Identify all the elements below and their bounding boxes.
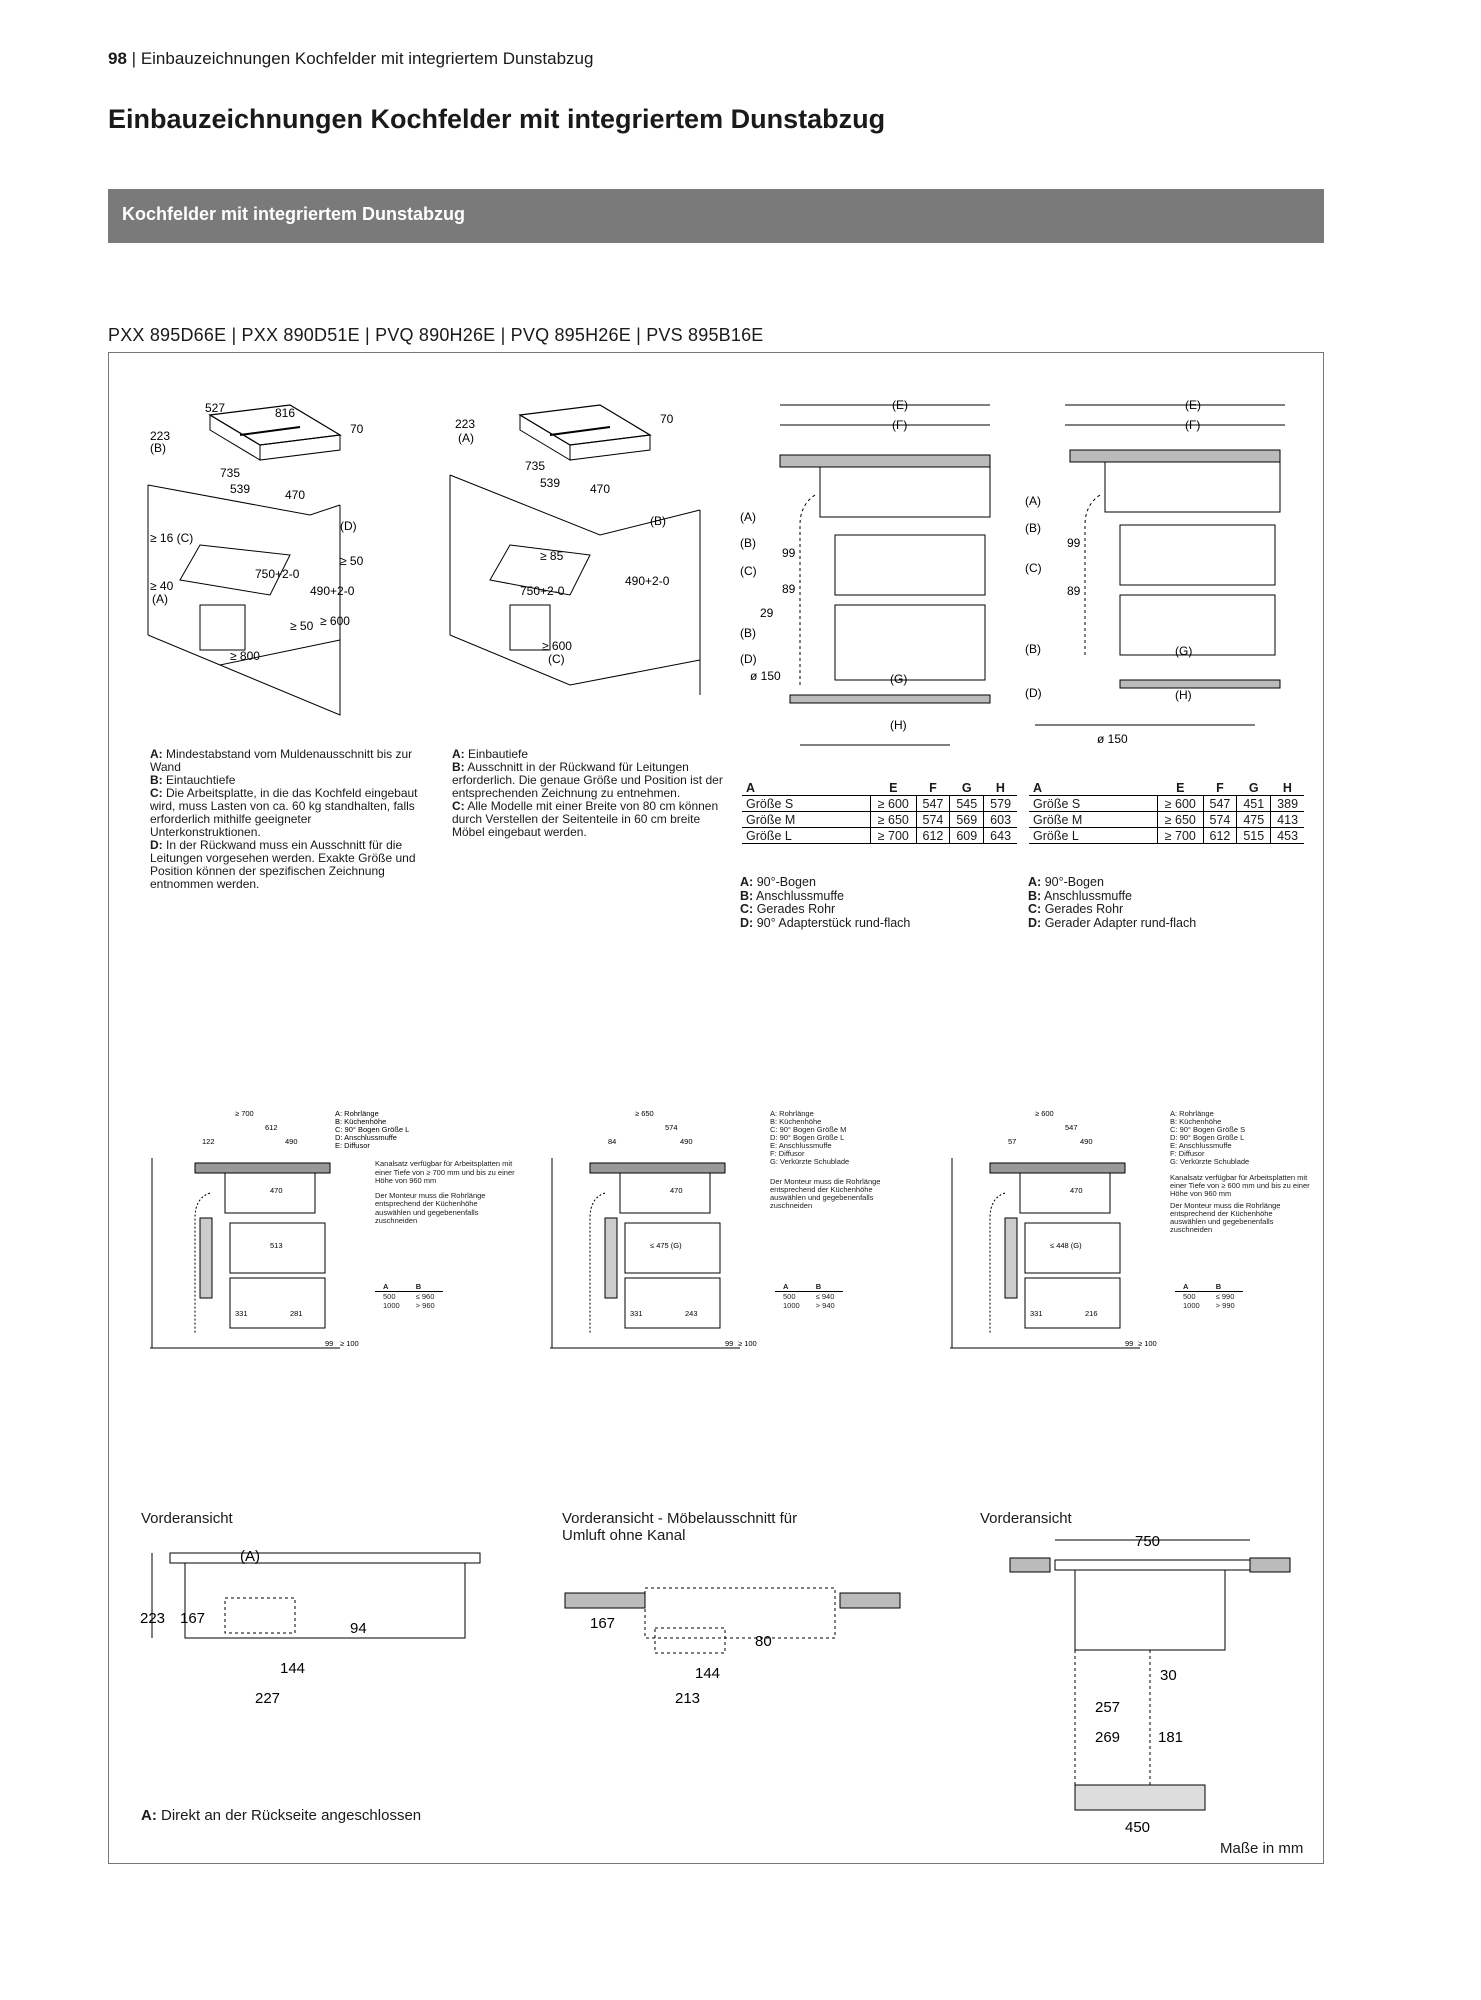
d2-750: 750+2-0 bbox=[520, 584, 565, 598]
side3-right: 490 bbox=[1080, 1137, 1093, 1146]
legend-item: C: Gerades Rohr bbox=[1028, 902, 1124, 916]
side-section-2 bbox=[540, 1108, 770, 1358]
section-band bbox=[108, 189, 1324, 243]
d2-539: 539 bbox=[540, 476, 561, 490]
side3-width: 547 bbox=[1065, 1123, 1078, 1132]
d4-label-h: (H) bbox=[1175, 688, 1192, 702]
d4-label-g: (G) bbox=[1175, 644, 1193, 658]
side3-note-1: Der Monteur muss die Rohrlänge entsprechend der Küchenhöhe auswählen und gegebenenfalls zuschneiden bbox=[1170, 1201, 1281, 1234]
side2-g: ≤ 475 (G) bbox=[650, 1241, 682, 1250]
note-item: C: Die Arbeitsplatte, in die das Kochfeld eingebaut wird, muss Lasten von ca. 60 kg standhalten, falls erforderlich mithilfe geeigneter Unterkonstruktionen. bbox=[150, 786, 418, 839]
side1-s2: 281 bbox=[290, 1309, 303, 1318]
front-view-1-title: Vorderansicht bbox=[141, 1510, 233, 1527]
model-list: PXX 895D66E | PXX 890D51E | PVQ 890H26E | PVQ 895H26E | PVS 895B16E bbox=[108, 325, 764, 345]
d1-600: ≥ 600 bbox=[320, 614, 350, 628]
table-row: Größe S ≥ 600 547 451 389 bbox=[1029, 796, 1304, 812]
table-header-row: A E F G H bbox=[742, 781, 1017, 796]
note-item: C: Alle Modelle mit einer Breite von 80 cm können durch Verstellen der Seitenteile in 60 cm breite Möbel eingebaut werden. bbox=[452, 799, 719, 839]
d4-label-d: (D) bbox=[1025, 686, 1042, 700]
d4-label-b1: (B) bbox=[1025, 521, 1041, 535]
d1-label-d: (D) bbox=[340, 519, 357, 533]
f3-269: 269 bbox=[1095, 1729, 1121, 1746]
d4-label-e: (E) bbox=[1185, 398, 1201, 412]
d3-label-b2: (B) bbox=[740, 626, 756, 640]
f3-30: 30 bbox=[1160, 1667, 1177, 1684]
d1-label-b: (B) bbox=[150, 441, 166, 455]
legend-item: D: Gerader Adapter rund-flach bbox=[1028, 915, 1197, 930]
d1-527: 527 bbox=[205, 401, 226, 415]
notes-middle bbox=[452, 748, 727, 839]
header-section: Einbauzeichnungen Kochfelder mit integriertem Dunstabzug bbox=[140, 49, 594, 68]
side2-legend-2: C: 90° Bogen Größe M bbox=[770, 1125, 847, 1134]
side3-99: 99 bbox=[1125, 1339, 1134, 1348]
dimension-table-2 bbox=[1029, 781, 1304, 844]
d1-735: 735 bbox=[220, 466, 241, 480]
d4-label-b2: (B) bbox=[1025, 642, 1041, 656]
side2-top: ≥ 650 bbox=[635, 1109, 654, 1118]
side2-width: 574 bbox=[665, 1123, 678, 1132]
d3-29: 29 bbox=[760, 606, 774, 620]
side2-legend-0: A: Rohrlänge bbox=[770, 1109, 814, 1118]
d3-label-c: (C) bbox=[740, 564, 757, 578]
side-section-3 bbox=[940, 1108, 1170, 1358]
d4-label-c: (C) bbox=[1025, 561, 1042, 575]
side2-right: 490 bbox=[680, 1137, 693, 1146]
d2-470: 470 bbox=[590, 482, 611, 496]
header-separator: | bbox=[131, 49, 137, 68]
side1-legend-0: A: Rohrlänge bbox=[335, 1109, 379, 1118]
d2-600: ≥ 600 bbox=[542, 639, 572, 653]
d1-800: ≥ 800 bbox=[230, 649, 260, 663]
side2-legend-3: D: 90° Bogen Größe L bbox=[770, 1133, 845, 1142]
side2-s2: 243 bbox=[685, 1309, 698, 1318]
d1-490: 490+2-0 bbox=[310, 584, 355, 598]
front-view-2-title: Vorderansicht - Möbelausschnitt für Umluft ohne Kanal bbox=[562, 1510, 798, 1544]
side3-legend-5: F: Diffusor bbox=[1170, 1149, 1205, 1158]
notes-left bbox=[150, 748, 420, 891]
side3-top: ≥ 600 bbox=[1035, 1109, 1054, 1118]
footnote-a: A: Direkt an der Rückseite angeschlossen bbox=[141, 1807, 422, 1824]
legend-item: A: 90°-Bogen bbox=[1028, 875, 1104, 889]
side1-s1: 331 bbox=[235, 1309, 248, 1318]
d3-label-b1: (B) bbox=[740, 536, 756, 550]
table-row: Größe M ≥ 650 574 475 413 bbox=[1029, 812, 1304, 828]
d1-70: 70 bbox=[350, 422, 364, 436]
drawing-duct-section-2 bbox=[1025, 395, 1305, 755]
legend-item: D: 90° Adapterstück rund-flach bbox=[740, 915, 911, 930]
side2-legend-1: B: Küchenhöhe bbox=[770, 1117, 822, 1126]
f1-94: 94 bbox=[350, 1620, 367, 1637]
side2-legend-4: E: Anschlussmuffe bbox=[770, 1141, 832, 1150]
table-row: Größe S ≥ 600 547 545 579 bbox=[742, 796, 1017, 812]
d2-735: 735 bbox=[525, 459, 546, 473]
side2-inner: 470 bbox=[670, 1186, 683, 1195]
f1-167: 167 bbox=[180, 1610, 206, 1627]
d3-label-h: (H) bbox=[890, 718, 907, 732]
d4-150: ø 150 bbox=[1097, 732, 1128, 746]
side3-100: ≥ 100 bbox=[1138, 1339, 1157, 1348]
note-item: A: Einbautiefe bbox=[452, 747, 529, 761]
d1-223: 223 bbox=[150, 429, 171, 443]
legend-item: C: Gerades Rohr bbox=[740, 902, 836, 916]
note-item: B: Ausschnitt in der Rückwand für Leitungen erforderlich. Die genaue Größe und Position ist der entsprechenden Zeichnung zu entnehmen. bbox=[452, 760, 723, 800]
side2-s1: 331 bbox=[630, 1309, 643, 1318]
d2-223: 223 bbox=[455, 417, 476, 431]
f1-144: 144 bbox=[280, 1660, 306, 1677]
dimension-table-1 bbox=[742, 781, 1017, 844]
side3-g: ≤ 448 (G) bbox=[1050, 1241, 1082, 1250]
legend-item: B: Anschlussmuffe bbox=[1028, 888, 1133, 903]
side1-table: A B 500 ≤ 960 1000 > 960 bbox=[375, 1282, 443, 1310]
side3-legend-1: B: Küchenhöhe bbox=[1170, 1117, 1222, 1126]
d1-750: 750+2-0 bbox=[255, 567, 300, 581]
note-item: B: Eintauchtiefe bbox=[150, 773, 236, 787]
page-number: 98 bbox=[108, 49, 127, 68]
d3-label-a: (A) bbox=[740, 510, 756, 524]
page-title: Einbauzeichnungen Kochfelder mit integriertem Dunstabzug bbox=[108, 104, 886, 134]
d2-label-c: (C) bbox=[548, 652, 565, 666]
side1-note-0: Kanalsatz verfügbar für Arbeitsplatten mit einer Tiefe von ≥ 700 mm und bis zu einer Höhe von 960 mm bbox=[375, 1159, 515, 1185]
side2-99: 99 bbox=[725, 1339, 734, 1348]
d2-label-a: (A) bbox=[458, 431, 474, 445]
side2-note-0: Der Monteur muss die Rohrlänge entsprechend der Küchenhöhe auswählen und gegebenenfalls zuschneiden bbox=[770, 1177, 881, 1210]
side2-100: ≥ 100 bbox=[738, 1339, 757, 1348]
d4-label-a: (A) bbox=[1025, 494, 1041, 508]
legend-1 bbox=[740, 876, 910, 930]
f2-80: 80 bbox=[755, 1633, 772, 1650]
side1-inner: 470 bbox=[270, 1186, 283, 1195]
side1-99: 99 bbox=[325, 1339, 334, 1348]
side1-legend-2: C: 90° Bogen Größe L bbox=[335, 1125, 410, 1134]
d3-label-g: (G) bbox=[890, 672, 908, 686]
front-view-2 bbox=[560, 1568, 910, 1708]
d4-99: 99 bbox=[1067, 536, 1081, 550]
side2-legend bbox=[770, 1110, 910, 1210]
side3-s1: 331 bbox=[1030, 1309, 1043, 1318]
note-item: A: Mindestabstand vom Muldenausschnitt bis zur Wand bbox=[150, 747, 413, 774]
drawing-duct-section-1 bbox=[740, 395, 1000, 755]
side3-legend-6: G: Verkürzte Schublade bbox=[1170, 1157, 1250, 1166]
d2-490: 490+2-0 bbox=[625, 574, 670, 588]
d1-470: 470 bbox=[285, 488, 306, 502]
side2-left: 84 bbox=[608, 1137, 617, 1146]
front-view-3 bbox=[1010, 1530, 1290, 1835]
d1-539: 539 bbox=[230, 482, 251, 496]
d4-label-f: (F) bbox=[1185, 418, 1201, 432]
d1-40: ≥ 40 bbox=[150, 579, 174, 593]
side2-legend-6: G: Verkürzte Schublade bbox=[770, 1157, 850, 1166]
d3-99: 99 bbox=[782, 546, 796, 560]
side3-inner: 470 bbox=[1070, 1186, 1083, 1195]
f3-750: 750 bbox=[1135, 1533, 1161, 1550]
legend-2 bbox=[1028, 876, 1196, 930]
side3-left: 57 bbox=[1008, 1137, 1017, 1146]
side3-legend bbox=[1170, 1110, 1310, 1234]
side1-notes bbox=[375, 1160, 515, 1226]
table-row: Größe M ≥ 650 574 569 603 bbox=[742, 812, 1017, 828]
running-header bbox=[108, 49, 593, 69]
d1-16c: ≥ 16 (C) bbox=[150, 531, 194, 545]
d1-816: 816 bbox=[275, 406, 296, 420]
table-row: Größe L ≥ 700 612 609 643 bbox=[742, 828, 1017, 844]
f2-144: 144 bbox=[695, 1665, 721, 1682]
side3-legend-4: E: Anschlussmuffe bbox=[1170, 1141, 1232, 1150]
legend-item: A: 90°-Bogen bbox=[740, 875, 816, 889]
f3-257: 257 bbox=[1095, 1699, 1121, 1716]
f1-227: 227 bbox=[255, 1690, 281, 1707]
units-note: Maße in mm bbox=[1220, 1840, 1304, 1857]
front-view-3-title: Vorderansicht bbox=[980, 1510, 1072, 1527]
d3-150: ø 150 bbox=[750, 669, 781, 683]
legend-item: B: Anschlussmuffe bbox=[740, 888, 845, 903]
f3-181: 181 bbox=[1158, 1729, 1184, 1746]
d2-label-b: (B) bbox=[650, 514, 666, 528]
f2-167: 167 bbox=[590, 1615, 616, 1632]
table-row: Größe L ≥ 700 612 515 453 bbox=[1029, 828, 1304, 844]
table-header-row: A E F G H bbox=[1029, 781, 1304, 796]
side3-note-0: Kanalsatz verfügbar für Arbeitsplatten mit einer Tiefe von ≥ 600 mm und bis zu einer Höhe von 960 mm bbox=[1170, 1173, 1310, 1198]
d3-label-e: (E) bbox=[892, 398, 908, 412]
side1-legend-4: E: Diffusor bbox=[335, 1141, 370, 1150]
side1-right: 490 bbox=[285, 1137, 298, 1146]
section-band-label: Kochfelder mit integriertem Dunstabzug bbox=[122, 204, 466, 224]
side1-legend bbox=[335, 1109, 409, 1150]
side1-legend-1: B: Küchenhöhe bbox=[335, 1117, 387, 1126]
side3-legend-3: D: 90° Bogen Größe L bbox=[1170, 1133, 1245, 1142]
side3-legend-2: C: 90° Bogen Größe S bbox=[1170, 1125, 1246, 1134]
f2-213: 213 bbox=[675, 1690, 701, 1707]
side3-legend-0: A: Rohrlänge bbox=[1170, 1109, 1214, 1118]
drawing-isometric-1 bbox=[140, 395, 364, 725]
side1-g: 513 bbox=[270, 1241, 283, 1250]
front-view-1 bbox=[140, 1548, 480, 1718]
d2-85: ≥ 85 bbox=[540, 549, 564, 563]
f1-223: 223 bbox=[140, 1610, 166, 1627]
side1-top: ≥ 700 bbox=[235, 1109, 254, 1118]
d1-label-a: (A) bbox=[152, 592, 168, 606]
d1-50b: ≥ 50 bbox=[290, 619, 314, 633]
side1-note-1: Der Monteur muss die Rohrlänge entsprechend der Küchenhöhe auswählen und gegebenenfalls zuschneiden bbox=[375, 1190, 486, 1225]
note-item: D: In der Rückwand muss ein Ausschnitt für die Leitungen vorgesehen werden. Exakte Größe und Position können der spezifischen Zeichnung entnommen werden. bbox=[150, 838, 416, 891]
d3-label-d: (D) bbox=[740, 652, 757, 666]
side1-100: ≥ 100 bbox=[340, 1339, 359, 1348]
d3-89: 89 bbox=[782, 582, 796, 596]
side3-table: A B 500 ≤ 990 1000 > 990 bbox=[1175, 1282, 1243, 1310]
side1-width: 612 bbox=[265, 1123, 278, 1132]
drawing-isometric-2 bbox=[450, 395, 710, 725]
d2-70: 70 bbox=[660, 412, 674, 426]
side3-s2: 216 bbox=[1085, 1309, 1098, 1318]
side1-legend-3: D: Anschlussmuffe bbox=[335, 1133, 397, 1142]
side1-left: 122 bbox=[202, 1137, 215, 1146]
d1-50a: ≥ 50 bbox=[340, 554, 364, 568]
d4-89: 89 bbox=[1067, 584, 1081, 598]
side2-legend-5: F: Diffusor bbox=[770, 1149, 805, 1158]
f1-label-a: (A) bbox=[240, 1548, 260, 1565]
f3-450: 450 bbox=[1125, 1819, 1151, 1836]
d3-label-f: (F) bbox=[892, 418, 908, 432]
side2-table: A B 500 ≤ 940 1000 > 940 bbox=[775, 1282, 843, 1310]
